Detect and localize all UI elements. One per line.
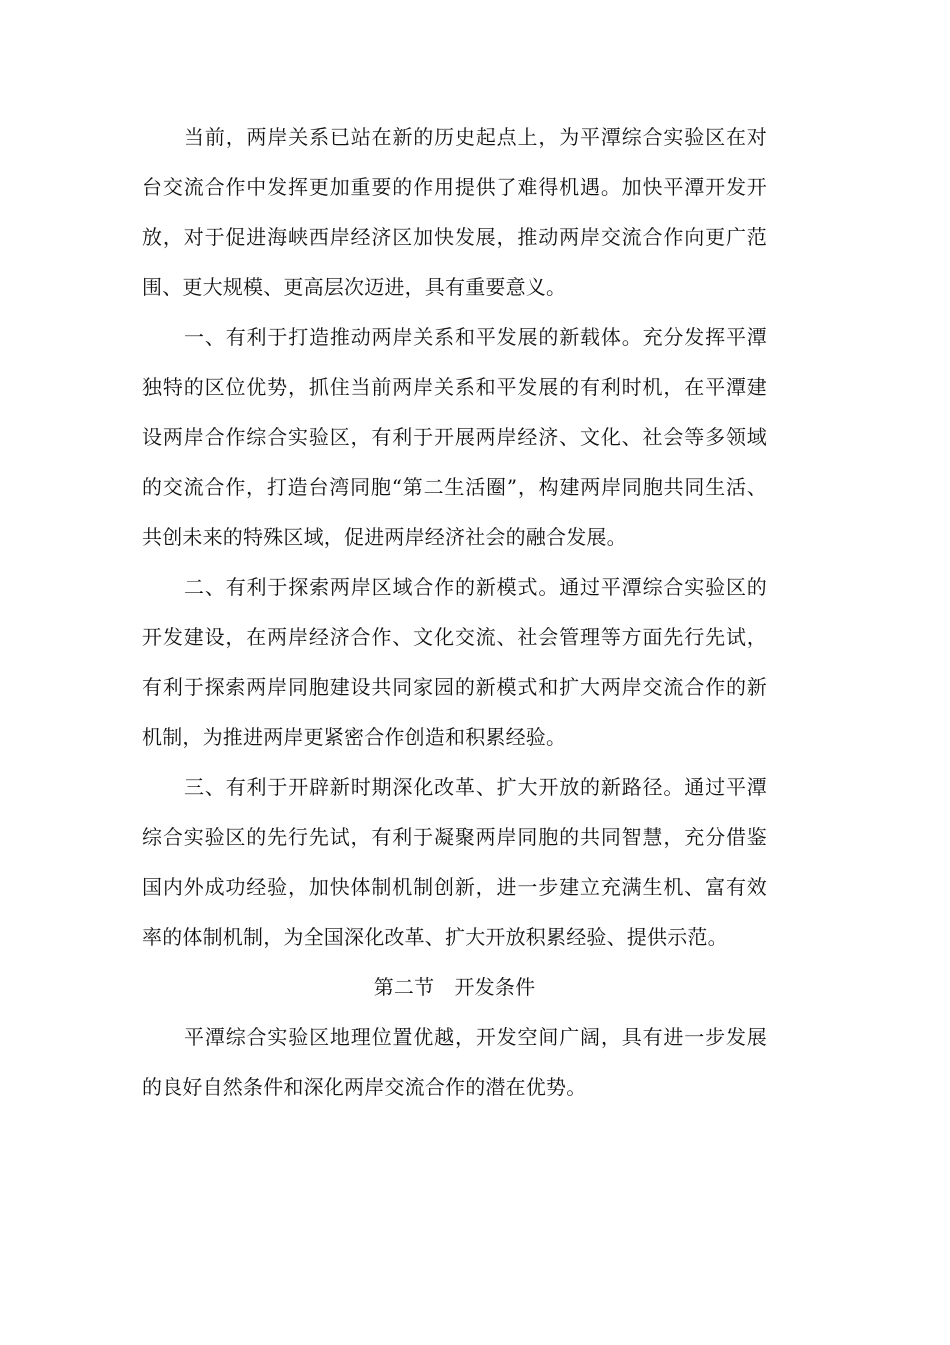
paragraph-point-two: 二、有利于探索两岸区域合作的新模式。通过平潭综合实验区的开发建设，在两岸经济合作、文化交流、社会管理等方面先行先试，有利于探索两岸同胞建设共同家园的新模式和扩大两岸交流合作的新机制，为推进两岸更紧密合作创造和积累经验。 <box>142 575 767 749</box>
paragraph-intro: 当前，两岸关系已站在新的历史起点上，为平潭综合实验区在对台交流合作中发挥更加重要的作用提供了难得机遇。加快平潭开发开放，对于促进海峡西岸经济区加快发展，推动两岸交流合作向更广范围、更大规模、更高层次迈进，具有重要意义。 <box>142 125 767 299</box>
document-body <box>142 112 767 1112</box>
paragraph-point-three: 三、有利于开辟新时期深化改革、扩大开放的新路径。通过平潭综合实验区的先行先试，有利于凝聚两岸同胞的共同智慧，充分借鉴国内外成功经验，加快体制机制创新，进一步建立充满生机、富有效率的体制机制，为全国深化改革、扩大开放积累经验、提供示范。 <box>142 775 767 949</box>
section-heading: 第二节 开发条件 <box>373 975 536 999</box>
paragraph-point-one: 一、有利于打造推动两岸关系和平发展的新载体。充分发挥平潭独特的区位优势，抓住当前两岸关系和平发展的有利时机，在平潭建设两岸合作综合实验区，有利于开展两岸经济、文化、社会等多领域的交流合作，打造台湾同胞“第二生活圈”，构建两岸同胞共同生活、共创未来的特殊区域，促进两岸经济社会的融合发展。 <box>142 325 767 549</box>
paragraph-development-conditions: 平潭综合实验区地理位置优越，开发空间广阔，具有进一步发展的良好自然条件和深化两岸交流合作的潜在优势。 <box>142 1025 767 1099</box>
